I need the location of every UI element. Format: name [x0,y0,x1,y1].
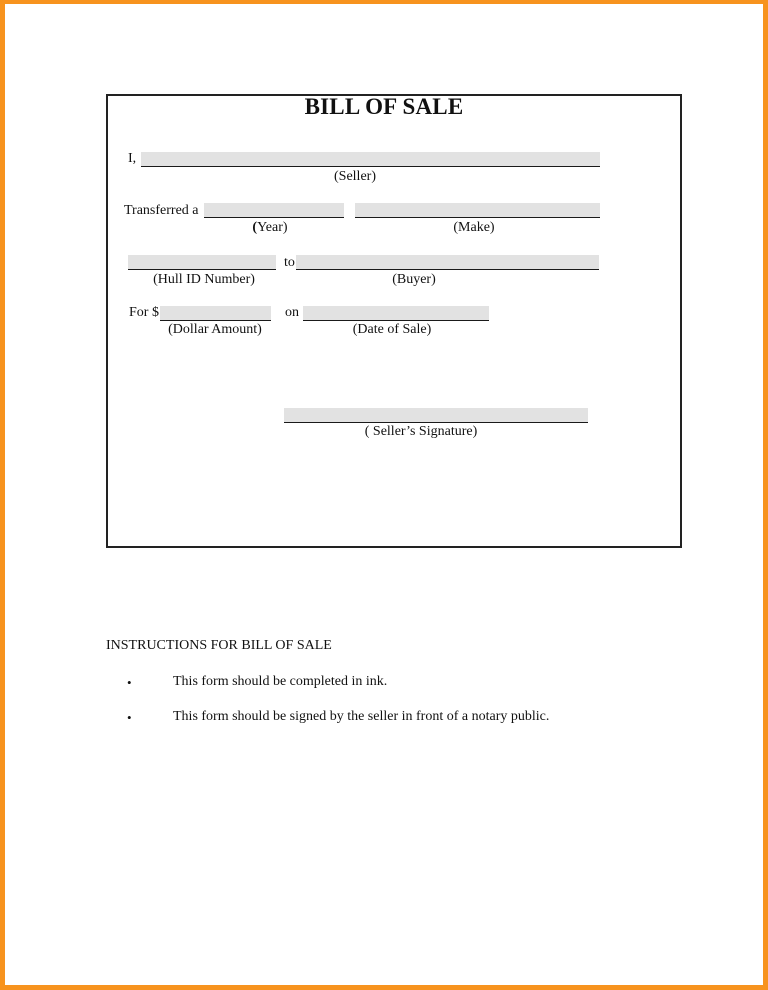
dollar-amount-caption: (Dollar Amount) [168,322,262,337]
make-field[interactable] [355,203,600,218]
transferred-label: Transferred a [124,203,199,218]
seller-signature-field[interactable] [284,408,588,423]
seller-field[interactable] [141,152,600,167]
bullet-icon: • [127,710,132,725]
to-label: to [284,255,295,270]
date-of-sale-field[interactable] [303,306,489,321]
hull-id-caption: (Hull ID Number) [153,272,255,287]
seller-caption: (Seller) [334,169,376,184]
year-caption [230,220,310,236]
date-of-sale-caption: (Date of Sale) [352,322,432,337]
hull-id-field[interactable] [128,255,276,270]
instruction-item: This form should be signed by the seller in front of a notary public. [173,709,550,724]
year-caption-paren: ( [252,220,258,235]
year-field[interactable] [204,203,344,218]
on-label: on [285,305,299,320]
seller-signature-caption: ( Seller’s Signature) [364,424,478,439]
make-caption: (Make) [453,220,495,235]
dollar-prefix: For $ [129,305,159,320]
form-title: BILL OF SALE [304,94,464,119]
buyer-field[interactable] [296,255,599,270]
bullet-icon: • [127,675,132,690]
seller-prefix: I, [128,151,137,166]
year-caption-text: Year) [257,220,288,235]
buyer-caption: (Buyer) [392,272,436,287]
instructions-heading: INSTRUCTIONS FOR BILL OF SALE [106,638,332,653]
dollar-amount-field[interactable] [160,306,271,321]
instruction-item: This form should be completed in ink. [173,674,388,689]
